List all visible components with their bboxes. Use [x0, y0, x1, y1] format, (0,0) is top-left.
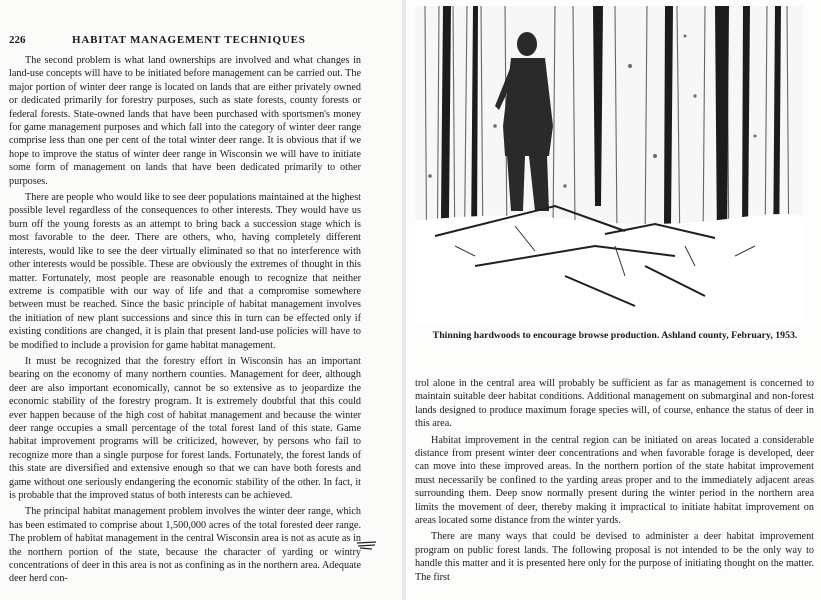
- handwritten-margin-mark: [356, 540, 378, 550]
- paragraph: It must be recognized that the forestry effort in Wisconsin has an important bearing on the economy of many northern counties. Management for deer, although deer are also important economically, cannot be so extensive as to jeopardize the economic stability of the forestry program. It is extremely doubtful that this could ever happen because of the high cost of habitat management and because the winter deer range occupies a small percentage of the total forest land of this state. Game habitat improvement programs will be criticized, however, by persons who fail to recognize more than a single purpose for forest lands. Fortunately, the forest lands of this state are diversified and extensive enough so that we can have both forests and game without one seriously endangering the economic stability of the other. In fact, it is probable that the improved status of both interests can be achieved.: [9, 355, 361, 501]
- right-page: [406, 0, 821, 600]
- right-page-body: [415, 377, 814, 600]
- running-head: HABITAT MANAGEMENT TECHNIQUES: [72, 34, 306, 46]
- paragraph: The principal habitat management problem involves the winter deer range, which has been estimated to comprise about 1,500,000 acres of the total forested deer range. The problem of habitat management in the central Wisconsin area is not as acute as in the northern portion of the state, because the character of yarding or wintry concentrations of deer in this area is not as confining as in the northern area. Adequate deer herd con-: [9, 506, 361, 585]
- left-page: [0, 0, 402, 600]
- page-number: 226: [9, 34, 26, 46]
- paragraph: There are people who would like to see deer populations maintained at the highest possible level regardless of the consequences to other interests. They would have us burn off the young forests as an attempt to bring back a succession stage which is most favorable to the deer. There are others, who, having completely different interests, would like to see the deer virtually eliminated so that no interference with other interests would be possible. These are obviously the extremes of thought in this matter. Fortunately, most people are reasonable enough to recognize that neither extreme is compatible with our way of life and that a compromise somewhere between must be reached. Since the basic principle of habitat management involves the initiation of new plant successions and since this in turn can be effected only if existing conditions are changed, it is plain that present land-use policies will have to be modified to include a provision for game habitat management.: [9, 192, 361, 351]
- forest-photograph: [415, 6, 803, 324]
- photo-caption: Thinning hardwoods to encourage browse production. Ashland county, February, 1953.: [432, 330, 798, 341]
- paragraph: Habitat improvement in the central region can be initiated on areas located a considerable distance from present winter deer concentrations and when favorable forage is developed, deer can move into these improved areas. In the northern portion of the state habitat improvement must necessarily be confined to the yarding areas proper and to the immediately adjacent areas surrounding them. Deep snow normally present during the winter period in the northern area limits the movement of deer, thereby making it impractical to initiate habitat improvement on areas located some distance from the winter yards.: [415, 434, 814, 527]
- paragraph: There are many ways that could be devised to administer a deer habitat improvement program on public forest lands. The following proposal is not intended to be the only way to handle this matter and it is presented here only for the purpose of initiating thought on the matter. The first: [415, 531, 814, 583]
- paragraph: trol alone in the central area will probably be sufficient as far as management is concerned to maintain suitable deer habitat conditions. Additional management on submarginal and non-forest lands designed to produce maximum forage species will, of course, enhance the status of deer in this area.: [415, 378, 814, 430]
- forest-photograph-image: [415, 6, 803, 324]
- paragraph: The second problem is what land ownerships are involved and what changes in land-use concepts will have to be initiated before management can be carried out. The major portion of winter deer range is located on lands that are either privately owned or dedicated primarily for forestry purposes, such as state forests, county forests or federal forests. State-owned lands that have been purchased with sportsmen's money for game management purposes and which fall into the category of winter deer range comprise less than one per cent of the total winter deer range. It is obvious that if we hope to improve the status of winter deer range in Wisconsin we will have to initiate some form of management on lands that have been dedicated primarily to other purposes.: [9, 55, 361, 187]
- left-page-body: [9, 54, 361, 600]
